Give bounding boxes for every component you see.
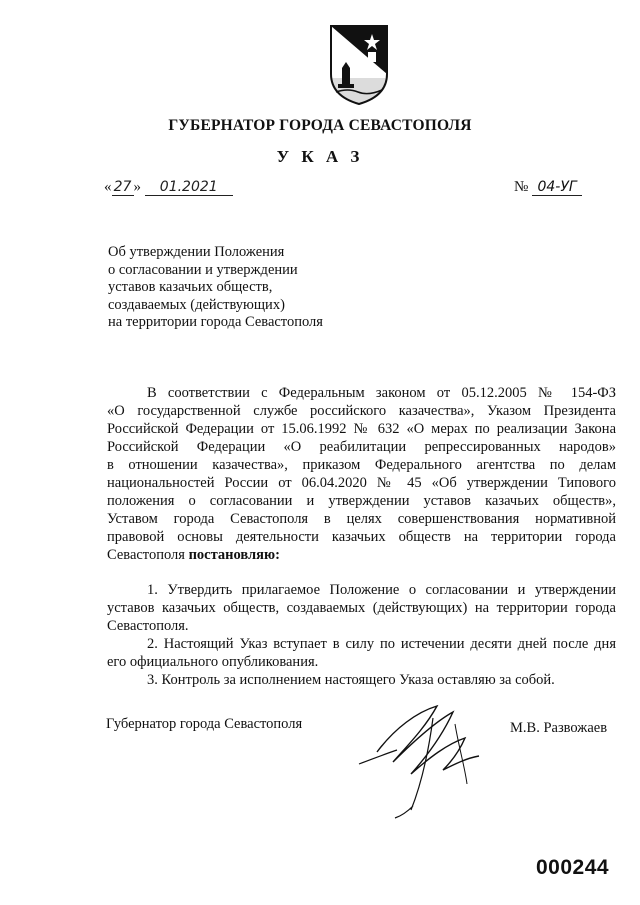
item-1-line: уставов казачьих обществ, создаваемых (действующих) на территории города <box>107 600 616 616</box>
handwritten-signature-icon <box>355 688 485 820</box>
resolution-keyword: постановляю: <box>188 547 280 563</box>
preamble-line: национальностей России от 06.04.2020 № 45 «Об утверждении Типового <box>107 475 616 491</box>
preamble-last-line <box>107 546 280 564</box>
item-3: 3. Контроль за исполнением настоящего Указа оставляю за собой. <box>147 672 555 688</box>
preamble-line: в отношении казачества», приказом Федерального агентства по делам <box>107 457 616 473</box>
item-2-last: его официального опубликования. <box>107 654 319 670</box>
preamble-last-text: Севастополя <box>107 547 185 563</box>
subject-line: Об утверждении Положения <box>108 244 285 260</box>
preamble-line: правовой основы деятельности казачьих обществ на территории города <box>107 529 616 545</box>
date-day: 27 <box>112 180 134 196</box>
item-1-line: 1. Утвердить прилагаемое Положение о согласовании и утверждении <box>147 582 616 598</box>
document-type: У К А З <box>276 147 364 166</box>
subject-line: о согласовании и утверждении <box>108 261 298 278</box>
document-serial-number: 000244 <box>536 856 610 879</box>
number-value: 04-УГ <box>532 180 582 196</box>
preamble-line: Российской Федерации от 15.06.1992 № 632 «О мерах по реализации Закона <box>107 421 616 437</box>
preamble-line: положения о согласовании и утверждении уставов казачьих обществ», <box>107 493 616 509</box>
decree-number <box>514 179 582 196</box>
signer-title: Губернатор города Севастополя <box>106 716 303 732</box>
date-month-year: 01.2021 <box>145 180 233 196</box>
date-quote-open: « <box>104 179 112 195</box>
date-quote-close: » <box>133 179 141 195</box>
item-2-line: 2. Настоящий Указ вступает в силу по истечении десяти дней после дня <box>147 636 616 652</box>
signer-name: М.В. Развожаев <box>510 720 608 736</box>
preamble-line: В соответствии с Федеральным законом от 05.12.2005 № 154-ФЗ <box>147 385 616 401</box>
subject-line: создаваемых (действующих) <box>108 296 285 313</box>
decree-subject <box>108 244 323 332</box>
issuing-authority: ГУБЕРНАТОР ГОРОДА СЕВАСТОПОЛЯ <box>168 117 472 134</box>
preamble-line: «О государственной службе российского казачества», Указом Президента <box>107 403 616 419</box>
item-1-last: Севастополя. <box>107 618 189 634</box>
subject-line: уставов казачьих обществ, <box>108 279 273 295</box>
subject-line: на территории города Севастополя <box>108 314 323 330</box>
coat-of-arms-icon <box>328 22 390 106</box>
number-label: № <box>514 179 529 195</box>
decree-date <box>104 179 233 196</box>
preamble-line: Уставом города Севастополя в целях совершенствования нормативной <box>107 511 616 527</box>
preamble-line: Российской Федерации «О реабилитации репрессированных народов» <box>107 439 616 455</box>
